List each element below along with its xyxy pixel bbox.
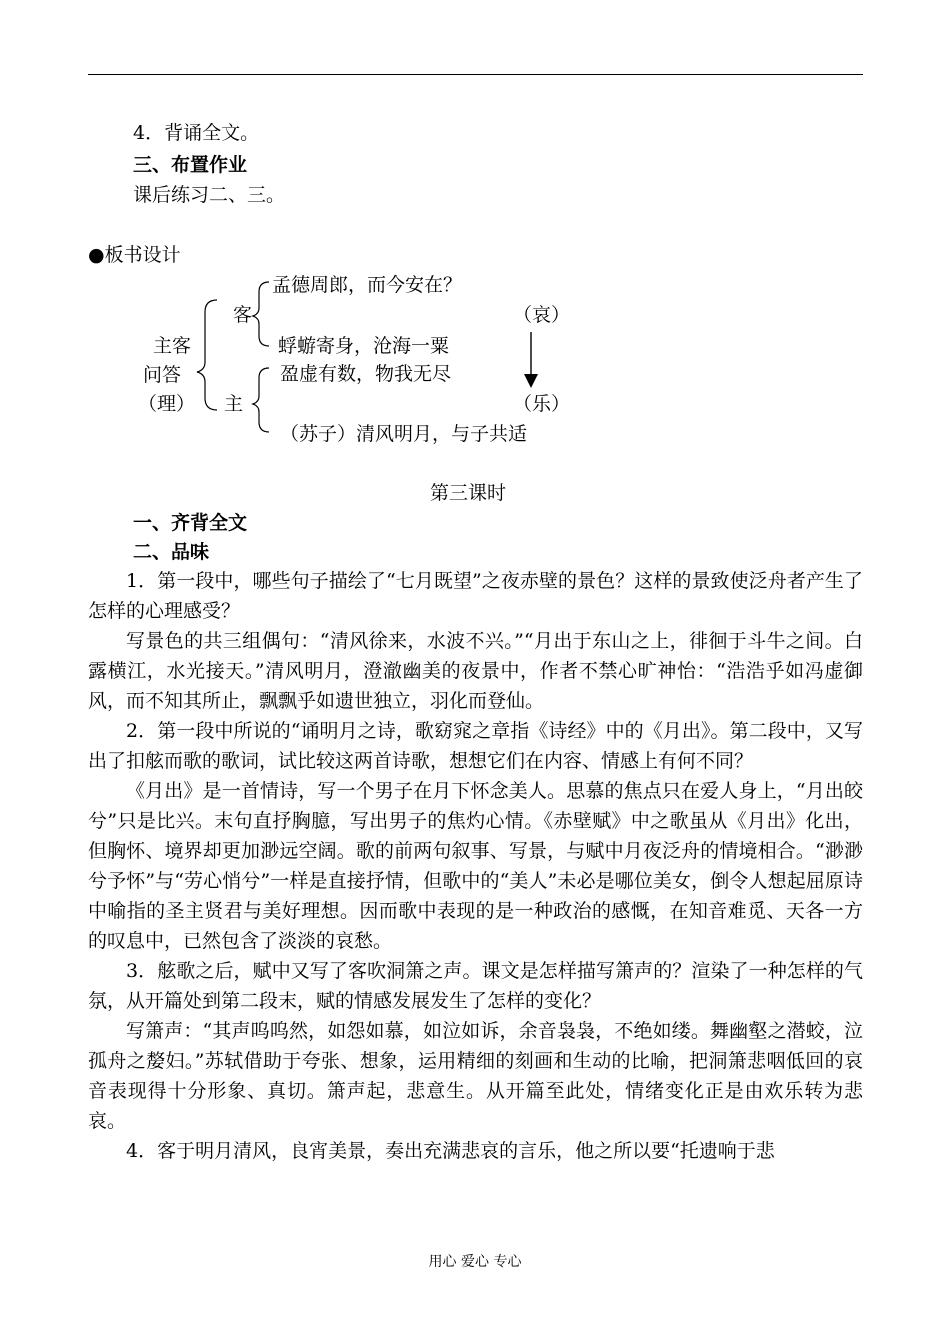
- board-guest-q2: 蜉蝣寄身，沧海一粟: [278, 335, 450, 357]
- lesson3-section2: 二、品味: [133, 541, 210, 563]
- answer-1: 写景色的共三组偶句：“清风徐来，水波不兴。”“月出于东山之上，徘徊于斗牛之间。白露横江，水光接天。”清风明月，澄澈幽美的夜景中，作者不禁心旷神怡：“浩浩乎如冯虚御风，而不知其所止，飘飘乎如遗世独立，羽化而登仙。: [88, 630, 863, 712]
- lesson3-section1: 一、齐背全文: [133, 512, 248, 534]
- board-mood-start: （哀）: [513, 304, 571, 326]
- mood-arrow-head: [524, 374, 538, 388]
- question-3: 3．舷歌之后，赋中又写了客吹洞箫之声。课文是怎样描写箫声的？渲染了一种怎样的气氛，从开篇处到第二段末，赋的情感发展发生了怎样的变化？: [88, 960, 863, 1012]
- question-2: 2．第一段中所说的“诵明月之诗，歌窈窕之章指《诗经》中的《月出》。第二段中，又写出了扣舷而歌的歌词，试比较这两首诗歌，想想它们在内容、情感上有何不同？: [88, 720, 863, 772]
- homework-text: 课后练习二、三。: [133, 184, 286, 206]
- board-main-line1: 主客: [153, 335, 192, 357]
- main-brace: [197, 300, 217, 410]
- board-guest-label: 客: [233, 304, 253, 326]
- page-footer: 用心 爱心 专心: [428, 1254, 522, 1270]
- board-host-a1: 盈虚有数，物我无尽: [280, 363, 452, 385]
- host-brace: [253, 368, 269, 432]
- board-design-heading: ●板书设计: [88, 244, 181, 266]
- answer-2: 《月出》是一首情诗，写一个男子在月下怀念美人。思慕的焦点只在爱人身上，“月出皎兮”只是比兴。末句直抒胸臆，写出男子的焦灼心情。《赤壁赋》中之歌虽从《月出》化出，但胸怀、境界却更加渺远空阔。歌的前两句叙事、写景，与赋中月夜泛舟的情境相合。“渺渺兮予怀”与“劳心悄兮”一样是直接抒情，但歌中的“美人”未必是哪位美女，倒令人想起屈原诗中喻指的圣主贤君与美好理想。因而歌中表现的是一种政治的感慨，在知音难觅、天各一方的叹息中，已然包含了淡淡的哀愁。: [88, 780, 863, 952]
- board-main-line3: （理）: [138, 393, 196, 415]
- question-4: 4．客于明月清风，良宵美景，奏出充满悲哀的言乐，他之所以要“托遗响于悲: [126, 1140, 775, 1162]
- board-main-line2: 问答: [143, 364, 182, 386]
- board-host-label: 主: [224, 393, 244, 415]
- question-1: 1．第一段中，哪些句子描绘了“七月既望”之夜赤壁的景色？这样的景致使泛舟者产生了怎样的心理感受？: [88, 570, 863, 622]
- lesson3-title: 第三课时: [430, 482, 507, 504]
- lesson3-body: [88, 566, 863, 1166]
- answer-3: 写箫声：“其声呜呜然，如怨如慕，如泣如诉，余音袅袅，不绝如缕。舞幽壑之潜蛟，泣孤舟之嫠妇。”苏轼借助于夸张、想象，运用精细的刻画和生动的比喻，把洞箫悲咽低回的哀音表现得十分形象、真切。箫声起，悲意生。从开篇至此处，情绪变化正是由欢乐转为悲哀。: [88, 1020, 863, 1132]
- item-4-recite: 4．背诵全文。: [133, 122, 260, 144]
- board-diagram: [0, 0, 950, 460]
- guest-brace: [253, 282, 269, 346]
- board-mood-end: （乐）: [513, 393, 571, 415]
- board-guest-q1: 孟德周郎，而今安在？: [272, 274, 463, 296]
- board-host-a2: （苏子）清风明月，与子共适: [280, 423, 528, 445]
- section-heading-homework: 三、布置作业: [133, 154, 248, 176]
